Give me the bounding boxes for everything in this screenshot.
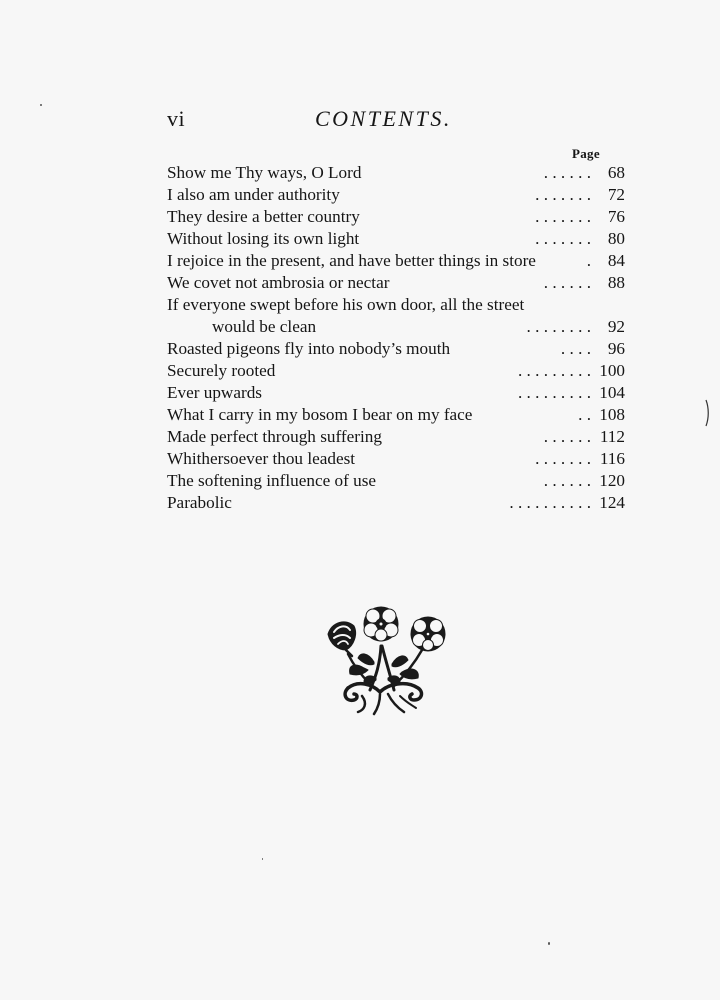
- toc-entry-page: 100: [599, 361, 625, 380]
- toc-entry-page: 120: [599, 471, 625, 490]
- toc-entry: [167, 294, 625, 316]
- toc-entry-leader: . . . . . . . . .: [517, 383, 591, 402]
- toc-entry-page: 68: [607, 163, 625, 182]
- toc-entry-title: Made perfect through suffering: [167, 427, 382, 446]
- toc-entry-leader: . . . . . . . . .: [517, 361, 591, 380]
- toc-entry-title: They desire a better country: [167, 207, 360, 226]
- toc-entry: [167, 184, 625, 206]
- toc-entry-leader: . . . . . . .: [535, 185, 591, 204]
- toc-entry-leader: . .: [578, 405, 591, 424]
- toc-entry: [167, 338, 625, 360]
- toc-entry: [167, 382, 625, 404]
- toc-entry-leader: . . . . . .: [543, 427, 591, 446]
- toc-entry-title: If everyone swept before his own door, all the street: [167, 295, 525, 314]
- dust-speck: [40, 104, 42, 106]
- toc-entry: [167, 360, 625, 382]
- toc-entry: [167, 426, 625, 448]
- toc-entry: [167, 470, 625, 492]
- toc-entry: [167, 228, 625, 250]
- page-folio: vi: [167, 106, 186, 131]
- toc-entry-page: 76: [607, 207, 625, 226]
- toc-entry-page: 124: [599, 493, 625, 512]
- toc-entry: [167, 272, 625, 294]
- toc-entry: [167, 162, 625, 184]
- toc-entry-leader: . . . . . . . . . .: [509, 493, 591, 512]
- toc-entry-title: What I carry in my bosom I bear on my face: [167, 405, 473, 424]
- dust-speck: [548, 942, 550, 945]
- page-column-label: Page: [572, 146, 600, 161]
- toc-entry-title: Roasted pigeons fly into nobody’s mouth: [167, 339, 451, 358]
- floral-ornament-icon: [318, 604, 458, 716]
- toc-entry-leader: . . . . . .: [543, 273, 591, 292]
- toc-entry-page: 108: [599, 405, 625, 424]
- toc-entry-leader: . . . . . . .: [535, 207, 591, 226]
- toc-entry: [167, 492, 625, 514]
- toc-entry-title: Ever upwards: [167, 383, 262, 402]
- toc-entry-page: 88: [607, 273, 625, 292]
- toc-entry-title: The softening influence of use: [167, 471, 377, 490]
- dust-speck: [262, 858, 263, 860]
- toc-entry-title: Without losing its own light: [167, 229, 360, 248]
- running-head: [167, 106, 622, 136]
- toc-entry-title: Show me Thy ways, O Lord: [167, 163, 362, 182]
- toc-entry-leader: . . . .: [560, 339, 591, 358]
- toc-entry-leader: . . . . . .: [543, 471, 591, 490]
- toc-entry-title: I also am under authority: [167, 185, 340, 204]
- toc-entry: [167, 250, 625, 272]
- toc-entry-page: 72: [607, 185, 625, 204]
- toc-entry-page: 80: [607, 229, 625, 248]
- toc-entry-page: 96: [607, 339, 625, 358]
- toc-entry: [167, 206, 625, 228]
- toc-entry-page: 84: [607, 251, 625, 270]
- toc-entry-title: I rejoice in the present, and have better things in store: [167, 251, 536, 270]
- toc-entry-leader: .: [586, 251, 591, 270]
- toc-entry-title: would be clean: [212, 317, 317, 336]
- toc-entry-title: Parabolic: [167, 493, 232, 512]
- toc-entry-leader: . . . . . . .: [535, 449, 591, 468]
- toc-entry-leader: . . . . . .: [543, 163, 591, 182]
- toc-entry: [167, 404, 625, 426]
- toc-entry: [167, 316, 625, 338]
- page-title: CONTENTS.: [315, 106, 452, 131]
- toc-entry-page: 92: [607, 317, 625, 336]
- toc-entry-title: Whithersoever thou leadest: [167, 449, 356, 468]
- toc-entry-title: We covet not ambrosia or nectar: [167, 273, 390, 292]
- toc-entry: [167, 448, 625, 470]
- toc-entry-leader: . . . . . . . .: [526, 317, 591, 336]
- toc-entry-leader: . . . . . . .: [535, 229, 591, 248]
- toc-entry-title: Securely rooted: [167, 361, 276, 380]
- toc-entry-page: 116: [599, 449, 625, 468]
- toc-entry-page: 104: [599, 383, 625, 402]
- toc-entry-page: 112: [599, 427, 625, 446]
- margin-mark: [704, 398, 710, 428]
